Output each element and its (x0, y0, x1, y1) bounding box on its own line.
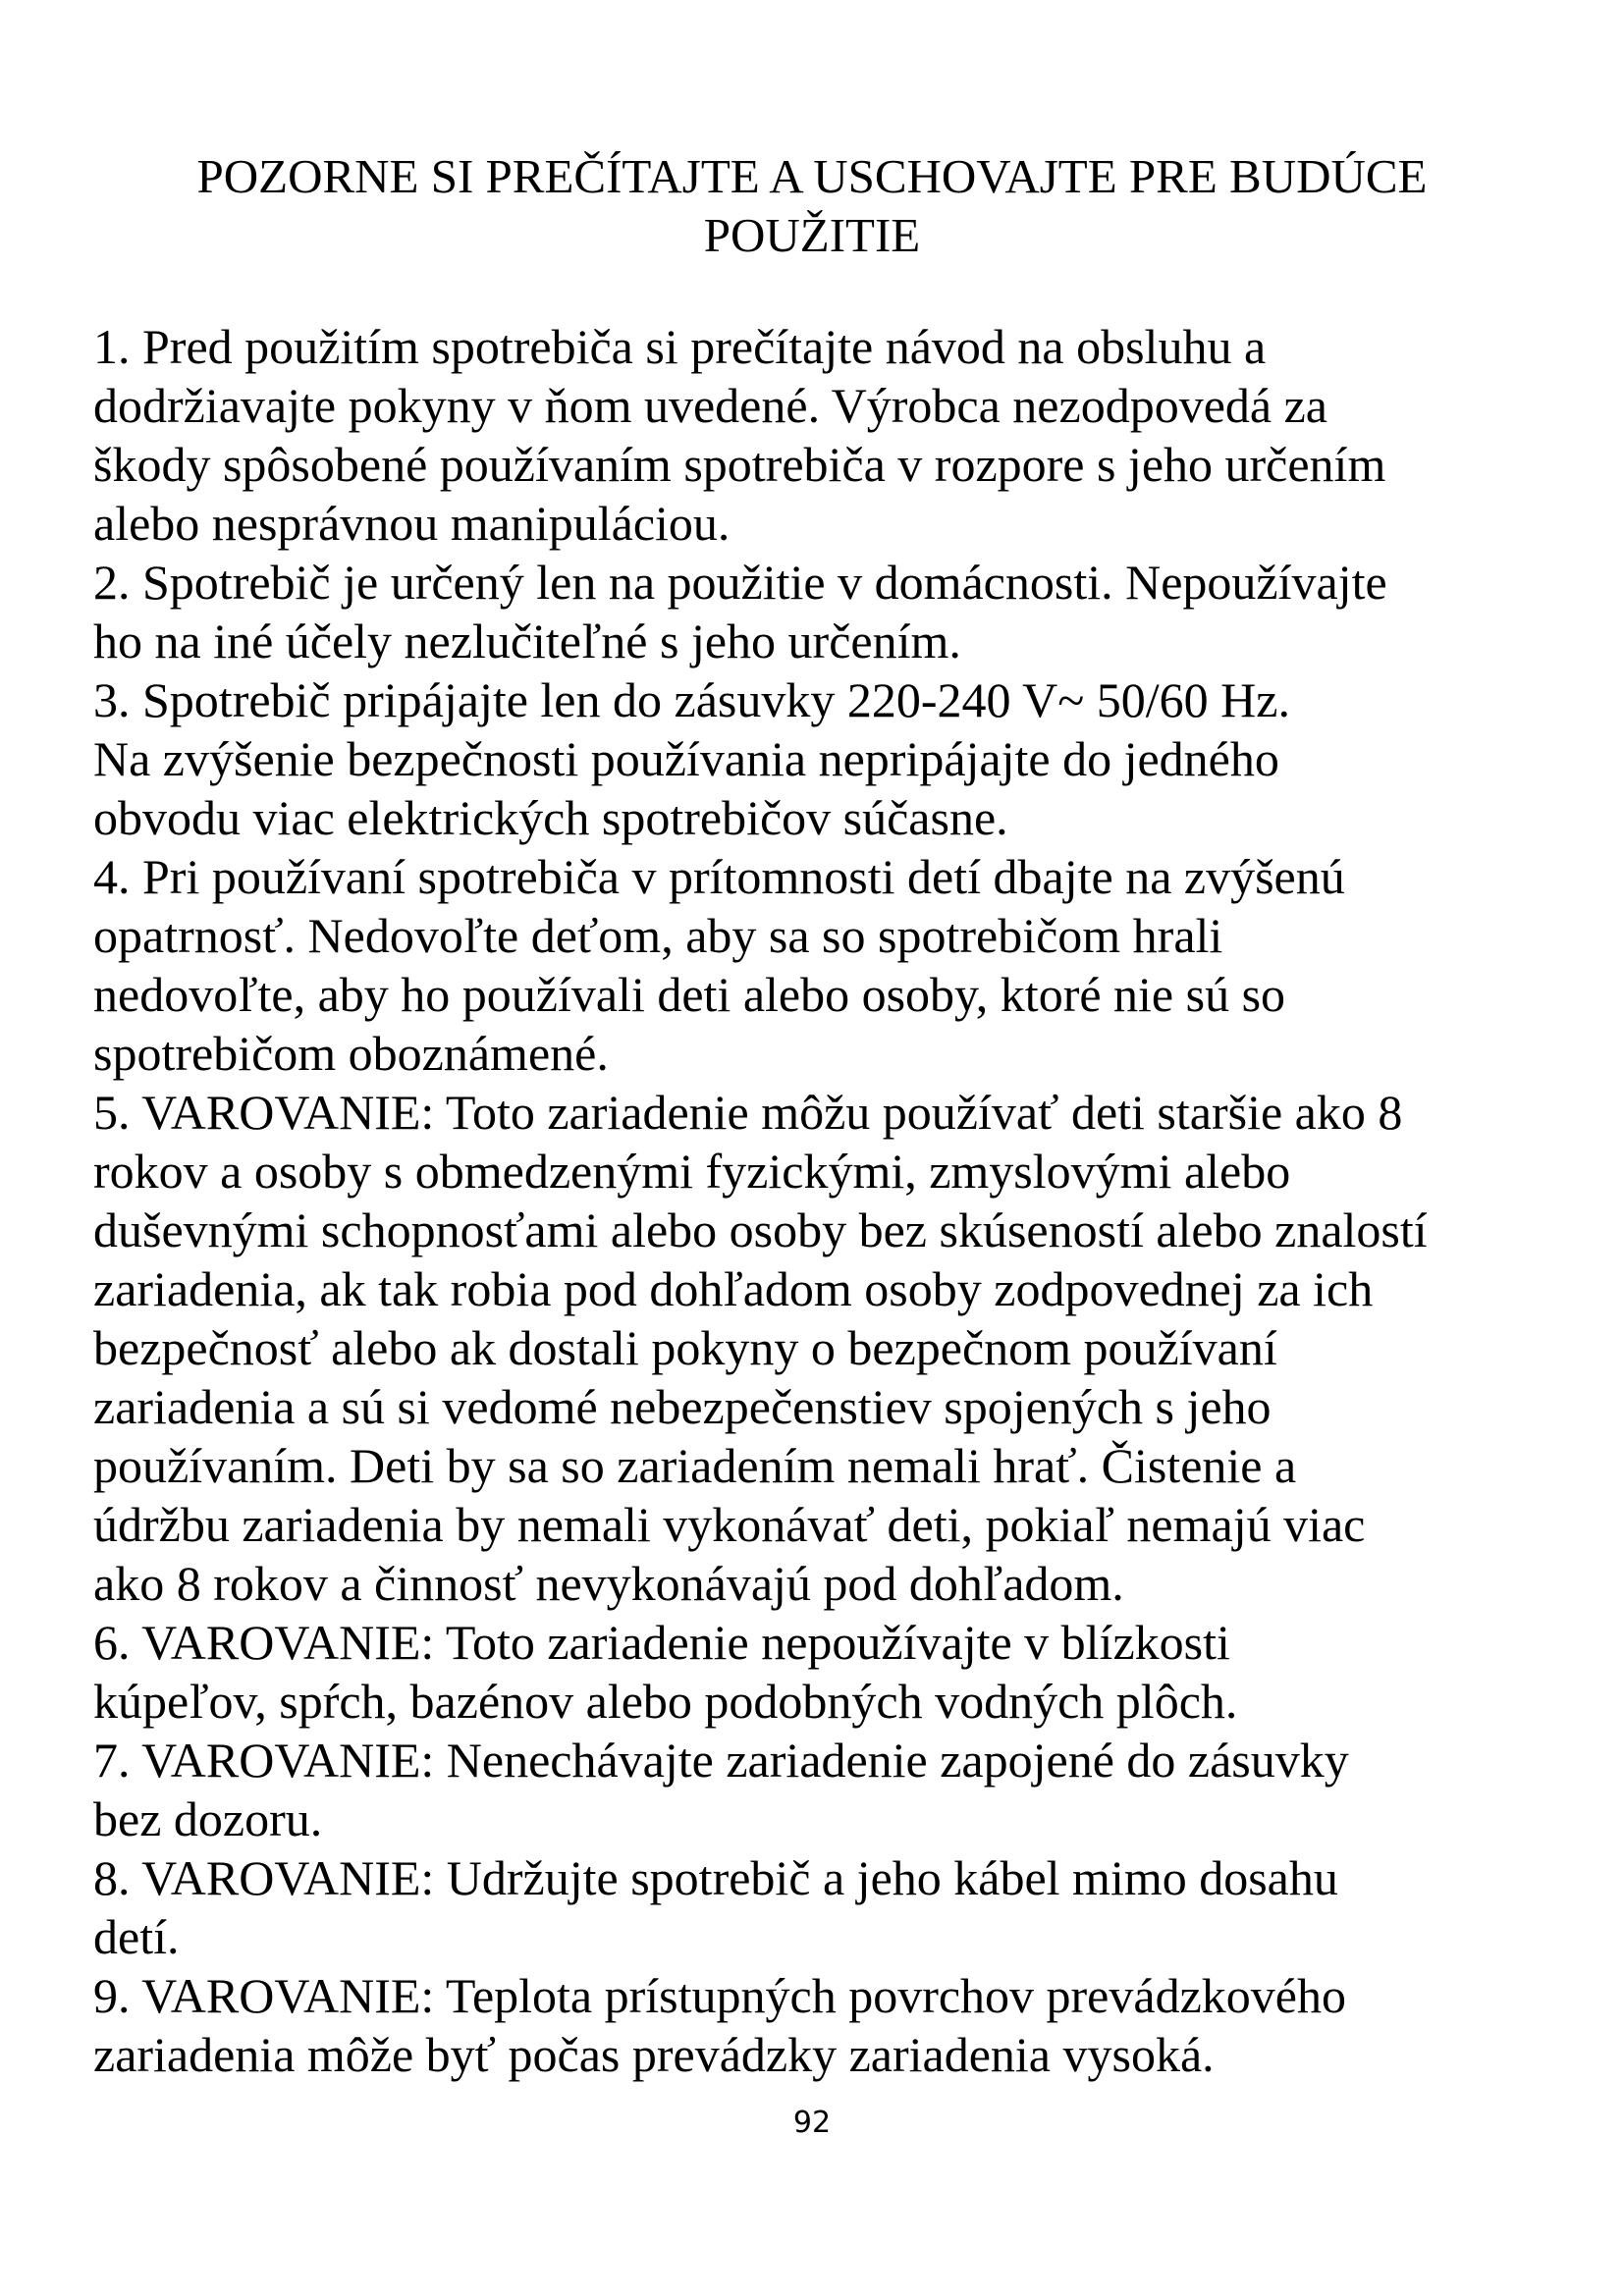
instruction-item-9 (93, 1966, 1507, 2084)
instruction-item-2 (93, 553, 1507, 670)
instruction-item-5 (93, 1083, 1507, 1613)
text-line: bez dozoru. (93, 1791, 323, 1846)
text-line: 4. Pri používaní spotrebiča v prítomnosti detí dbajte na zvýšenú (93, 849, 1345, 904)
text-line: Na zvýšenie bezpečnosti používania nepripájajte do jedného (93, 731, 1279, 786)
text-line: nedovoľte, aby ho používali deti alebo osoby, ktoré nie sú so (93, 967, 1286, 1022)
text-line: obvodu viac elektrických spotrebičov súčasne. (93, 790, 1008, 845)
text-line: ho na iné účely nezlučiteľné s jeho určením. (93, 614, 961, 668)
text-line: ako 8 rokov a činnosť nevykonávajú pod dohľadom. (93, 1556, 1124, 1611)
instruction-item-3 (93, 670, 1507, 847)
heading-line: POUŽITIE (703, 208, 921, 262)
text-line: 3. Spotrebič pripájajte len do zásuvky 220-240 V~ 50/60 Hz. (93, 672, 1290, 727)
page-number: 92 (792, 2106, 832, 2140)
text-line: alebo nesprávnou manipuláciou. (93, 496, 731, 551)
instruction-item-1 (93, 317, 1507, 553)
text-line: 9. VAROVANIE: Teplota prístupných povrchov prevádzkového (93, 1968, 1346, 2023)
text-line: zariadenia a sú si vedomé nebezpečenstiev spojených s jeho (93, 1379, 1272, 1434)
page-heading (79, 147, 1545, 265)
text-line: zariadenia, ak tak robia pod dohľadom osoby zodpovednej za ich (93, 1261, 1374, 1316)
text-line: zariadenia môže byť počas prevádzky zariadenia vysoká. (93, 2027, 1215, 2082)
text-line: 7. VAROVANIE: Nenechávajte zariadenie zapojené do zásuvky (93, 1733, 1349, 1788)
text-line: dodržiavajte pokyny v ňom uvedené. Výrobca nezodpovedá za (93, 378, 1327, 433)
text-line: údržbu zariadenia by nemali vykonávať deti, pokiaľ nemajú viac (93, 1497, 1366, 1552)
text-line: duševnými schopnosťami alebo osoby bez skúseností alebo znalostí (93, 1202, 1428, 1257)
text-line: detí. (93, 1909, 180, 1964)
instruction-item-7 (93, 1731, 1507, 1848)
instructions-list (93, 317, 1507, 2084)
instruction-item-4 (93, 847, 1507, 1083)
text-line: 2. Spotrebič je určený len na použitie v domácnosti. Nepoužívajte (93, 555, 1387, 610)
text-line: 6. VAROVANIE: Toto zariadenie nepoužívajte v blízkosti (93, 1615, 1230, 1670)
text-line: spotrebičom oboznámené. (93, 1026, 609, 1081)
instruction-item-6 (93, 1613, 1507, 1731)
text-line: 1. Pred použitím spotrebiča si prečítajte návod na obsluhu a (93, 319, 1267, 374)
heading-line: POZORNE SI PREČÍTAJTE A USCHOVAJTE PRE BUDÚCE (196, 149, 1428, 203)
text-line: 8. VAROVANIE: Udržujte spotrebič a jeho kábel mimo dosahu (93, 1850, 1338, 1905)
text-line: kúpeľov, spŕch, bazénov alebo podobných vodných plôch. (93, 1674, 1238, 1729)
text-line: škody spôsobené používaním spotrebiča v rozpore s jeho určením (93, 437, 1386, 492)
instruction-item-8 (93, 1848, 1507, 1966)
text-line: bezpečnosť alebo ak dostali pokyny o bezpečnom používaní (93, 1320, 1277, 1375)
text-line: používaním. Deti by sa so zariadením nemali hrať. Čistenie a (93, 1438, 1297, 1493)
text-line: opatrnosť. Nedovoľte deťom, aby sa so spotrebičom hrali (93, 908, 1223, 963)
text-line: 5. VAROVANIE: Toto zariadenie môžu používať deti staršie ako 8 (93, 1085, 1403, 1140)
text-line: rokov a osoby s obmedzenými fyzickými, zmyslovými alebo (93, 1144, 1291, 1199)
